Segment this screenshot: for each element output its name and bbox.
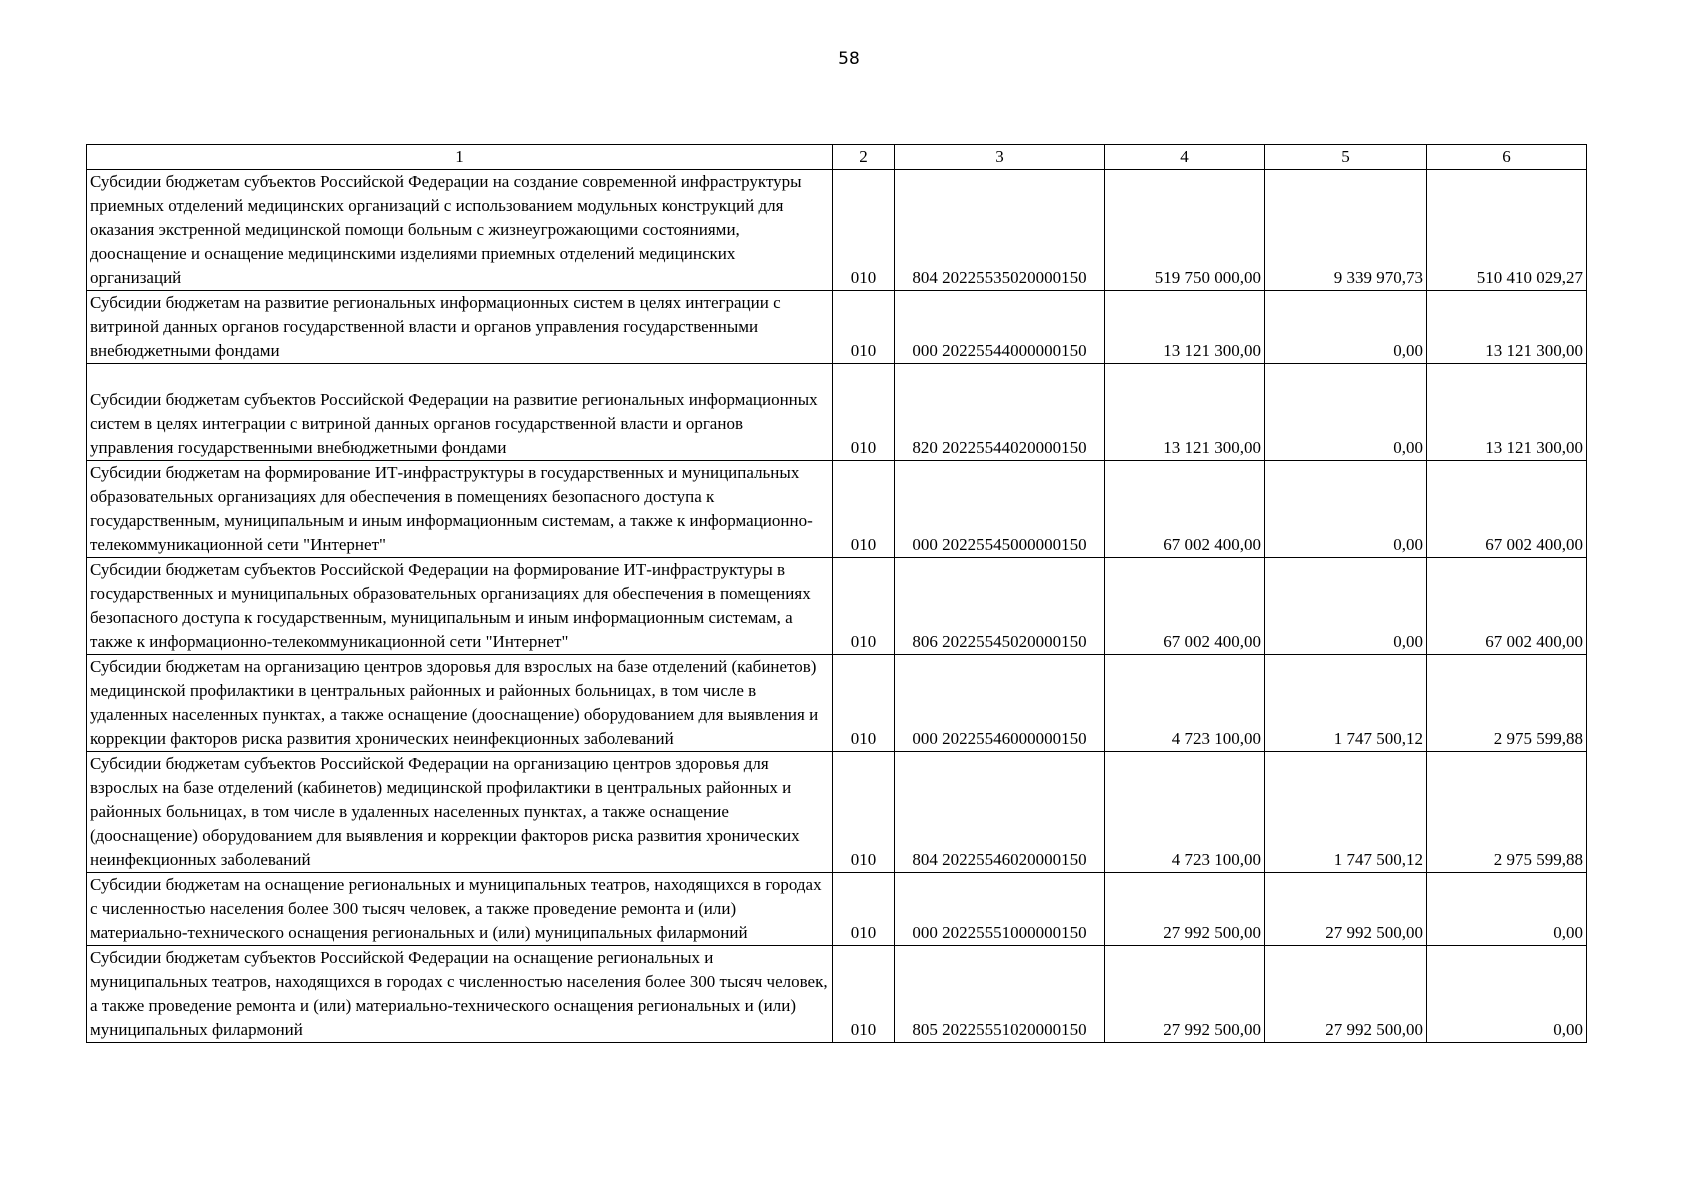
row-description: Субсидии бюджетам на оснащение региональных и муниципальных театров, находящихся в городах с численностью населения более 300 тысяч человек, а также проведение ремонта и (или) материально-технического оснащения региональных и (или) муниципальных филармоний xyxy=(87,873,833,946)
row-code-line: 010 xyxy=(833,461,895,558)
column-header-3: 3 xyxy=(895,145,1105,170)
row-description: Субсидии бюджетам субъектов Российской Федерации на развитие региональных информационных систем в целях интеграции с витриной данных органов государственной власти и органов управления государственными внебюджетными фондами xyxy=(87,364,833,461)
row-value-col6: 0,00 xyxy=(1427,946,1587,1043)
column-header-6: 6 xyxy=(1427,145,1587,170)
table-header-row xyxy=(87,145,1587,170)
row-code-line: 010 xyxy=(833,364,895,461)
row-value-col4: 4 723 100,00 xyxy=(1105,655,1265,752)
row-description: Субсидии бюджетам на развитие региональных информационных систем в целях интеграции с витриной данных органов государственной власти и органов управления государственными внебюджетными фондами xyxy=(87,291,833,364)
row-budget-code: 806 20225545020000150 xyxy=(895,558,1105,655)
row-value-col5: 0,00 xyxy=(1265,461,1427,558)
row-value-col4: 27 992 500,00 xyxy=(1105,946,1265,1043)
row-value-col5: 27 992 500,00 xyxy=(1265,946,1427,1043)
row-value-col6: 13 121 300,00 xyxy=(1427,291,1587,364)
budget-table xyxy=(86,144,1587,1043)
row-value-col4: 519 750 000,00 xyxy=(1105,170,1265,291)
table-row xyxy=(87,752,1587,873)
column-header-5: 5 xyxy=(1265,145,1427,170)
row-code-line: 010 xyxy=(833,752,895,873)
row-value-col6: 510 410 029,27 xyxy=(1427,170,1587,291)
row-code-line: 010 xyxy=(833,873,895,946)
table-row xyxy=(87,558,1587,655)
row-value-col6: 67 002 400,00 xyxy=(1427,461,1587,558)
row-code-line: 010 xyxy=(833,558,895,655)
row-budget-code: 804 20225535020000150 xyxy=(895,170,1105,291)
table-row xyxy=(87,291,1587,364)
column-header-2: 2 xyxy=(833,145,895,170)
row-description: Субсидии бюджетам субъектов Российской Федерации на формирование ИТ-инфраструктуры в государственных и муниципальных образовательных организациях для обеспечения в помещениях безопасного доступа к государственным, муниципальным и иным информационным системам, а также к информационно-телекоммуникационной сети "Интернет" xyxy=(87,558,833,655)
row-value-col6: 2 975 599,88 xyxy=(1427,752,1587,873)
row-budget-code: 000 20225544000000150 xyxy=(895,291,1105,364)
row-value-col4: 13 121 300,00 xyxy=(1105,291,1265,364)
row-value-col4: 13 121 300,00 xyxy=(1105,364,1265,461)
row-value-col4: 27 992 500,00 xyxy=(1105,873,1265,946)
row-value-col5: 0,00 xyxy=(1265,364,1427,461)
row-value-col5: 0,00 xyxy=(1265,291,1427,364)
row-budget-code: 805 20225551020000150 xyxy=(895,946,1105,1043)
row-value-col6: 2 975 599,88 xyxy=(1427,655,1587,752)
table-row xyxy=(87,655,1587,752)
row-code-line: 010 xyxy=(833,946,895,1043)
column-header-1: 1 xyxy=(87,145,833,170)
row-value-col5: 9 339 970,73 xyxy=(1265,170,1427,291)
row-code-line: 010 xyxy=(833,170,895,291)
row-value-col4: 67 002 400,00 xyxy=(1105,461,1265,558)
row-value-col4: 67 002 400,00 xyxy=(1105,558,1265,655)
row-value-col5: 1 747 500,12 xyxy=(1265,655,1427,752)
table-row xyxy=(87,873,1587,946)
row-budget-code: 804 20225546020000150 xyxy=(895,752,1105,873)
row-value-col5: 27 992 500,00 xyxy=(1265,873,1427,946)
row-code-line: 010 xyxy=(833,655,895,752)
row-description: Субсидии бюджетам субъектов Российской Федерации на создание современной инфраструктуры приемных отделений медицинских организаций с использованием модульных конструкций для оказания экстренной медицинской помощи больным с жизнеугрожающими состояниями, дооснащение и оснащение медицинскими изделиями приемных отделений медицинских организаций xyxy=(87,170,833,291)
row-code-line: 010 xyxy=(833,291,895,364)
column-header-4: 4 xyxy=(1105,145,1265,170)
table-row xyxy=(87,364,1587,461)
row-value-col4: 4 723 100,00 xyxy=(1105,752,1265,873)
table-row xyxy=(87,461,1587,558)
row-value-col6: 0,00 xyxy=(1427,873,1587,946)
row-value-col6: 67 002 400,00 xyxy=(1427,558,1587,655)
page-number: 58 xyxy=(838,49,860,69)
row-description: Субсидии бюджетам на организацию центров здоровья для взрослых на базе отделений (кабинетов) медицинской профилактики в центральных районных и районных больницах, в том числе в удаленных населенных пунктах, а также оснащение (дооснащение) оборудованием для выявления и коррекции факторов риска развития хронических неинфекционных заболеваний xyxy=(87,655,833,752)
row-budget-code: 000 20225546000000150 xyxy=(895,655,1105,752)
row-description: Субсидии бюджетам субъектов Российской Федерации на организацию центров здоровья для взрослых на базе отделений (кабинетов) медицинской профилактики в центральных районных и районных больницах, в том числе в удаленных населенных пунктах, а также оснащение (дооснащение) оборудованием для выявления и коррекции факторов риска развития хронических неинфекционных заболеваний xyxy=(87,752,833,873)
row-budget-code: 820 20225544020000150 xyxy=(895,364,1105,461)
row-budget-code: 000 20225551000000150 xyxy=(895,873,1105,946)
row-value-col5: 1 747 500,12 xyxy=(1265,752,1427,873)
row-budget-code: 000 20225545000000150 xyxy=(895,461,1105,558)
row-description: Субсидии бюджетам субъектов Российской Федерации на оснащение региональных и муниципальных театров, находящихся в городах с численностью населения более 300 тысяч человек, а также проведение ремонта и (или) материально-технического оснащения региональных и (или) муниципальных филармоний xyxy=(87,946,833,1043)
table-row xyxy=(87,170,1587,291)
row-value-col6: 13 121 300,00 xyxy=(1427,364,1587,461)
table-row xyxy=(87,946,1587,1043)
row-value-col5: 0,00 xyxy=(1265,558,1427,655)
row-description: Субсидии бюджетам на формирование ИТ-инфраструктуры в государственных и муниципальных образовательных организациях для обеспечения в помещениях безопасного доступа к государственным, муниципальным и иным информационным системам, а также к информационно-телекоммуникационной сети "Интернет" xyxy=(87,461,833,558)
